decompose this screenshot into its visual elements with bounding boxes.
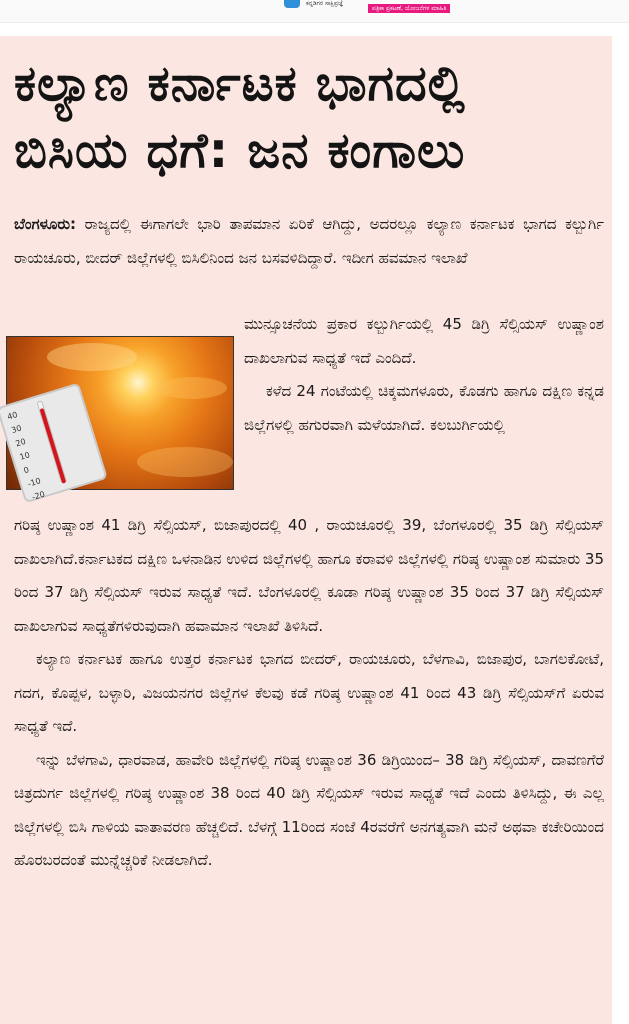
- article-paragraph: ಕಳೆದ 24 ಗಂಟೆಯಲ್ಲಿ ಚಿಕ್ಕಮಗಳೂರು, ಕೊಡಗು ಹಾಗೂ ದಕ್ಷಿಣ ಕನ್ನಡ ಜಿಲ್ಲೆಗಳಲ್ಲಿ ಹಗುರವಾಗಿ ಮಳೆಯಾಗಿದೆ. ಕಲಬುರ್ಗಿಯಲ್ಲಿ: [244, 382, 604, 434]
- article-paragraph: ಕಲ್ಯಾಣ ಕರ್ನಾಟಕ ಹಾಗೂ ಉತ್ತರ ಕರ್ನಾಟಕ ಭಾಗದ ಬೀದರ್, ರಾಯಚೂರು, ಬೆಳಗಾವಿ, ಬಿಜಾಪುರ, ಬಾಗಲಕೋಟೆ, ಗದಗ, ಕೊಪ್ಪಳ, ಬಳ್ಳಾರಿ, ವಿಜಯನಗರ ಜಿಲ್ಲೆಗಳ ಕೆಲವು ಕಡೆ ಗರಿಷ್ಠ ಉಷ್ಣಾಂಶ 41 ರಿಂದ 43 ಡಿಗ್ರಿ ಸೆಲ್ಸಿಯಸ್‌ಗೆ ಏರುವ ಸಾಧ್ಯತೆ ಇದೆ.: [14, 650, 604, 735]
- article-lead-text: ರಾಜ್ಯದಲ್ಲಿ ಈಗಾಗಲೇ ಭಾರಿ ತಾಪಮಾನ ಏರಿಕೆ ಆಗಿದ್ದು, ಅದರಲ್ಲೂ ಕಲ್ಯಾಣ ಕರ್ನಾಟಕ ಭಾಗದ ಕಲ್ಬುರ್ಗಿ ರಾಯಚೂರು, ಬೀದರ್ ಜಿಲ್ಲೆಗಳಲ್ಲಿ ಬಿಸಿಲಿನಿಂದ ಜನ ಬಸವಳಿದಿದ್ದಾರೆ. ಇದೀಗ ಹವಮಾನ ಇಲಾಖೆ: [14, 215, 604, 267]
- scale-label: 0: [22, 465, 31, 476]
- article-paragraph: ಮುನ್ಸೂಚನೆಯ ಪ್ರಕಾರ ಕಲ್ಬುರ್ಗಿಯಲ್ಲಿ 45 ಡಿಗ್ರಿ ಸೆಲ್ಸಿಯಸ್ ಉಷ್ಣಾಂಶ ದಾಖಲಾಗುವ ಸಾಧ್ಯತೆ ಇದೆ ಎಂದಿದೆ.: [244, 315, 604, 367]
- scale-label: 30: [10, 423, 23, 436]
- scale-label: -10: [26, 476, 42, 489]
- article-beside-photo: [244, 308, 604, 442]
- brand-text: ಕನ್ನಡಿಗರ ಸಾಕ್ಷಿಪ್ರಜ್ಞೆ: [306, 0, 344, 7]
- dateline: ಬೆಂಗಳೂರು:: [14, 215, 77, 233]
- sky-cloud: [157, 377, 227, 399]
- sky-cloud: [47, 343, 137, 371]
- article-paragraph: ಗರಿಷ್ಠ ಉಷ್ಣಾಂಶ 41 ಡಿಗ್ರಿ ಸೆಲ್ಸಿಯಸ್, ಬಿಜಾಪುರದಲ್ಲಿ 40 , ರಾಯಚೂರಲ್ಲಿ 39, ಬೆಂಗಳೂರಲ್ಲಿ 35 ಡಿಗ್ರಿ ಸೆಲ್ಸಿಯಸ್ ದಾಖಲಾಗಿದೆ.ಕರ್ನಾಟಕದ ದಕ್ಷಿಣ ಒಳನಾಡಿನ ಉಳಿದ ಜಿಲ್ಲೆಗಳಲ್ಲಿ ಹಾಗೂ ಕರಾವಳಿ ಜಿಲ್ಲೆಗಳಲ್ಲಿ ಗರಿಷ್ಠ ಉಷ್ಣಾಂಶ ಸುಮಾರು 35 ರಿಂದ 37 ಡಿಗ್ರಿ ಸೆಲ್ಸಿಯಸ್ ಇರುವ ಸಾಧ್ಯತೆ ಇದೆ. ಬೆಂಗಳೂರಲ್ಲಿ ಕೂಡಾ ಗರಿಷ್ಠ ಉಷ್ಣಾಂಶ 35 ರಿಂದ 37 ಡಿಗ್ರಿ ಸೆಲ್ಸಿಯಸ್ ದಾಖಲಾಗುವ ಸಾಧ್ಯತೆಗಳಿರುವುದಾಗಿ ಹವಾಮಾನ ಇಲಾಖೆ ತಿಳಿಸಿದೆ.: [14, 516, 604, 635]
- headline: ಕಲ್ಯಾಣ ಕರ್ನಾಟಕ ಭಾಗದಲ್ಲಿ ಬಿಸಿಯ ಧಗೆ: ಜನ ಕಂಗಾಲು: [14, 55, 466, 179]
- scale-label: 40: [6, 410, 19, 422]
- article-body: [14, 509, 604, 878]
- scale-label: -20: [30, 489, 46, 503]
- brand-logo-icon: [284, 0, 300, 8]
- tagline-badge: ಪತ್ರಿಕಾ ಪ್ರಕಟಣೆ, ಯೋಜನೆಗಳ ಮಾಹಿತಿ: [368, 4, 450, 13]
- top-bar: [0, 0, 629, 23]
- heat-thermometer-photo: [6, 336, 234, 503]
- article-paragraph: ಇನ್ನು ಬೆಳಗಾವಿ, ಧಾರವಾಡ, ಹಾವೇರಿ ಜಿಲ್ಲೆಗಳಲ್ಲಿ ಗರಿಷ್ಠ ಉಷ್ಣಾಂಶ 36 ಡಿಗ್ರಿಯಿಂದ– 38 ಡಿಗ್ರಿ ಸೆಲ್ಸಿಯಸ್, ದಾವಣಗೆರೆ ಚಿತ್ರದುರ್ಗ ಜಿಲ್ಲೆಗಳಲ್ಲಿ ಗರಿಷ್ಠ ಉಷ್ಣಾಂಶ 38 ರಿಂದ 40 ಡಿಗ್ರಿ ಸೆಲ್ಸಿಯಸ್ ಇರುವ ಸಾಧ್ಯತೆ ಇದೆ ಎಂದು ತಿಳಿಸಿದ್ದು, ಈ ಎಲ್ಲ ಜಿಲ್ಲೆಗಳಲ್ಲಿ ಬಿಸಿ ಗಾಳಿಯ ವಾತಾವರಣ ಹೆಚ್ಚಲಿದೆ. ಬೆಳಗ್ಗೆ 11ರಿಂದ ಸಂಜೆ 4ರವರೆಗೆ ಅನಗತ್ಯವಾಗಿ ಮನೆ ಅಥವಾ ಕಚೇರಿಯಿಂದ ಹೊರಬರದಂತೆ ಮುನ್ನೆಚ್ಚರಿಕೆ ನೀಡಲಾಗಿದೆ.: [14, 750, 604, 869]
- sky-cloud: [137, 447, 233, 477]
- scale-label: 20: [14, 436, 27, 449]
- thermometer-icon: [0, 383, 108, 504]
- article-intro: [14, 208, 604, 275]
- scale-label: 10: [18, 450, 31, 462]
